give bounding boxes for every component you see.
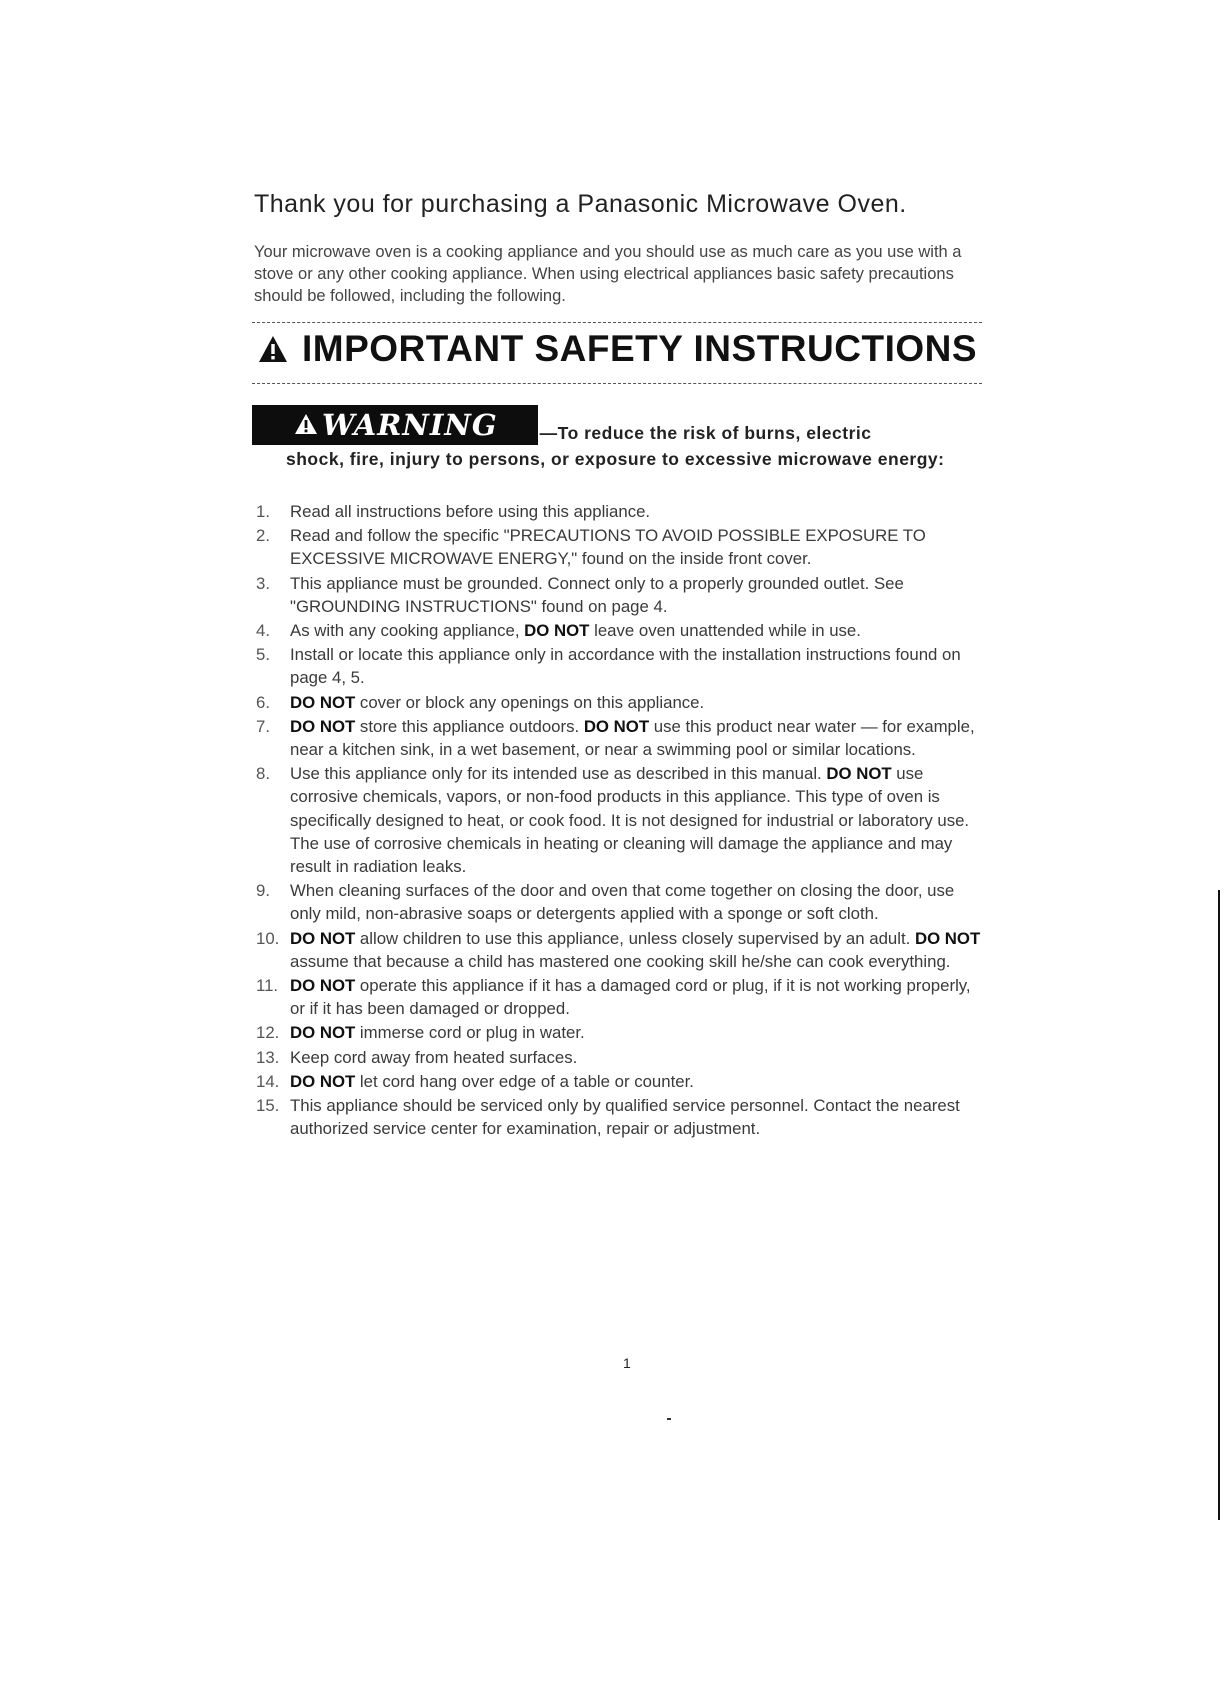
- list-item-number: 3.: [256, 573, 270, 593]
- do-not-emphasis: DO NOT: [290, 1023, 356, 1043]
- list-item-text-part: As with any cooking appliance,: [290, 621, 525, 641]
- list-item: [256, 974, 986, 1020]
- do-not-emphasis: DO NOT: [290, 692, 356, 712]
- list-item: [256, 1021, 986, 1044]
- list-item: [256, 500, 986, 523]
- list-item-number: 12.: [256, 1023, 280, 1043]
- list-item-text: [290, 1094, 986, 1140]
- list-item-text-part: When cleaning surfaces of the door and oven that come together on closing the door, use only mild, non-abrasive soaps or detergents applied with a sponge or soft cloth.: [290, 881, 955, 924]
- list-item-number: 13.: [256, 1047, 280, 1067]
- list-item-text-part: assume that because a child has mastered one cooking skill he/she can cook everything.: [290, 951, 951, 971]
- list-item-text-part: operate this appliance if it has a damaged cord or plug, if it is not working properly, or if it has been damaged or dropped.: [290, 976, 971, 1019]
- do-not-emphasis: DO NOT: [524, 621, 590, 641]
- list-item-number: 4.: [256, 621, 270, 641]
- list-item: [256, 643, 986, 689]
- warning-block: [252, 405, 982, 471]
- list-item-number: 14.: [256, 1071, 280, 1091]
- list-item: [256, 1070, 986, 1093]
- warning-badge-icon: [294, 413, 318, 435]
- list-item-number: 15.: [256, 1096, 280, 1116]
- list-item-text-part: Install or locate this appliance only in accordance with the installation instructions found on page 4, 5.: [290, 645, 961, 688]
- safety-instructions-list: [256, 500, 986, 1141]
- list-item-number: 7.: [256, 716, 270, 736]
- bottom-divider: [252, 383, 982, 384]
- list-item-text: [290, 619, 986, 642]
- intro-paragraph: Your microwave oven is a cooking appliance and you should use as much care as you use with a stove or any other cooking appliance. When using electrical appliances basic safety precautions should be followed, including the following.: [254, 243, 962, 305]
- do-not-emphasis: DO NOT: [290, 1071, 356, 1091]
- list-item-text: [290, 715, 986, 761]
- list-item-number: 11.: [256, 976, 279, 996]
- list-item-text-part: Keep cord away from heated surfaces.: [290, 1047, 578, 1067]
- do-not-emphasis: DO NOT: [290, 716, 356, 736]
- list-item-text-part: allow children to use this appliance, unless closely supervised by an adult.: [355, 928, 915, 948]
- list-item-number: 8.: [256, 764, 270, 784]
- page-heading: Thank you for purchasing a Panasonic Microwave Oven.: [254, 190, 907, 218]
- list-item: [256, 927, 986, 973]
- list-item: [256, 879, 986, 925]
- do-not-emphasis: DO NOT: [914, 928, 981, 948]
- list-item-number: 9.: [256, 881, 270, 901]
- list-item: [256, 691, 986, 714]
- list-item-text: [290, 572, 986, 618]
- safety-title: [258, 328, 977, 370]
- do-not-emphasis: DO NOT: [290, 928, 356, 948]
- list-item: [256, 572, 986, 618]
- list-item-text: [290, 1046, 986, 1069]
- list-item-text: [290, 643, 986, 689]
- warning-triangle-icon: [258, 334, 288, 364]
- list-item-text-part: let cord hang over edge of a table or counter.: [355, 1071, 694, 1091]
- list-item-text-part: leave oven unattended while in use.: [589, 621, 861, 641]
- list-item-text: [290, 691, 986, 714]
- page-number: 1: [623, 1355, 631, 1371]
- list-item-text-part: use this product near water — for example, near a kitchen sink, in a wet basement, or near a swimming pool or similar locations.: [290, 716, 975, 760]
- warning-text-line1: —To reduce the risk of burns, electric: [539, 423, 872, 443]
- list-item-text: [290, 762, 986, 878]
- list-item: [256, 524, 986, 570]
- top-divider: [252, 322, 982, 323]
- do-not-emphasis: DO NOT: [290, 976, 356, 996]
- list-item: [256, 715, 986, 761]
- list-item-text: [290, 1070, 986, 1093]
- list-item-number: 2.: [256, 526, 270, 546]
- list-item-text-part: cover or block any openings on this appliance.: [355, 692, 705, 712]
- do-not-emphasis: DO NOT: [826, 764, 892, 784]
- list-item-text: [290, 524, 986, 570]
- list-item-text-part: Read all instructions before using this appliance.: [290, 502, 651, 521]
- list-item: [256, 619, 986, 642]
- list-item: [256, 1046, 986, 1069]
- list-item-number: 5.: [256, 645, 270, 665]
- scan-edge-line: [1218, 890, 1220, 1520]
- list-item-number: 10.: [256, 928, 280, 948]
- list-item-text: [290, 1021, 986, 1044]
- list-item-text-part: use corrosive chemicals, vapors, or non-food products in this appliance. This type of oven is specifically designed to heat, or cook food. It is not designed for industrial or laboratory use. The use of corrosive chemicals in heating or cleaning will damage the appliance and may result in radiation leaks.: [290, 764, 970, 877]
- warning-badge-text: WARNING: [322, 408, 498, 442]
- list-item: [256, 1094, 986, 1140]
- list-item-text-part: Read and follow the specific "PRECAUTIONS TO AVOID POSSIBLE EXPOSURE TO EXCESSIVE MICROWAVE ENERGY," found on the inside front cover.: [290, 526, 926, 569]
- warning-badge: [252, 405, 538, 445]
- list-item-text-part: Use this appliance only for its intended use as described in this manual.: [290, 764, 827, 784]
- do-not-emphasis: DO NOT: [583, 716, 650, 736]
- list-item-text: [290, 927, 986, 973]
- list-item-number: 6.: [256, 692, 270, 712]
- list-item-text: [290, 879, 986, 925]
- list-item-number: 1.: [256, 502, 270, 521]
- safety-title-text: IMPORTANT SAFETY INSTRUCTIONS: [302, 328, 978, 369]
- list-item-text-part: store this appliance outdoors.: [355, 716, 584, 736]
- list-item-text: [290, 974, 986, 1020]
- list-item-text-part: This appliance must be grounded. Connect only to a properly grounded outlet. See "GROUNDING INSTRUCTIONS" found on page 4.: [290, 573, 904, 616]
- list-item-text-part: This appliance should be serviced only by qualified service personnel. Contact the nearest authorized service center for examination, repair or adjustment.: [290, 1096, 960, 1139]
- list-item-text-part: immerse cord or plug in water.: [355, 1023, 585, 1043]
- list-item-text: [290, 500, 986, 523]
- scan-speck: [667, 1418, 671, 1420]
- warning-text-rest: shock, fire, injury to persons, or exposure to excessive microwave energy:: [286, 449, 945, 469]
- list-item: [256, 762, 986, 878]
